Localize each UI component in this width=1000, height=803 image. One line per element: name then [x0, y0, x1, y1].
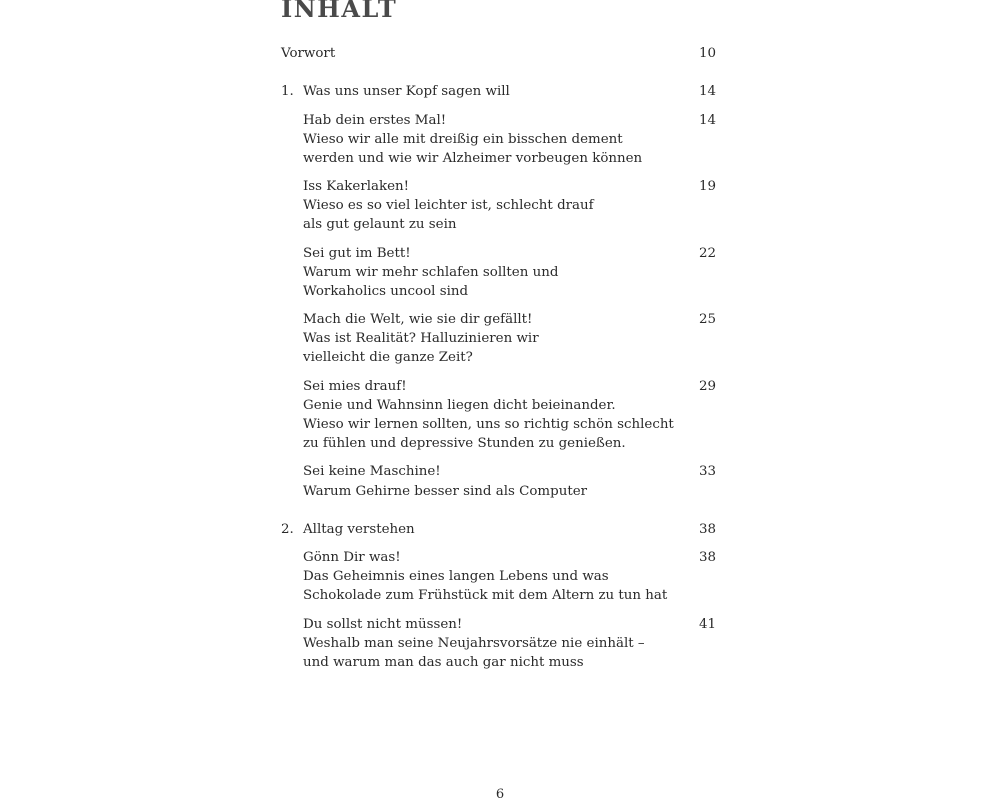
toc-section-page: 29: [698, 379, 716, 394]
toc-section-page: 14: [698, 113, 716, 128]
toc-preface-page: 10: [698, 46, 716, 61]
toc-chapter-number: 1.: [281, 84, 294, 99]
toc-section-subtitle-line: Schokolade zum Frühstück mit dem Altern zu tun hat: [303, 588, 668, 603]
toc-section-page: 25: [698, 312, 716, 327]
toc-section-title: Sei mies drauf!: [303, 379, 407, 394]
page-number: 6: [495, 787, 505, 802]
toc-chapter-page: 14: [698, 84, 716, 99]
toc-section-subtitle-line: Weshalb man seine Neujahrsvorsätze nie einhält –: [303, 636, 645, 651]
toc-section-title: Sei gut im Bett!: [303, 246, 411, 261]
toc-section-page: 33: [698, 464, 716, 479]
toc-section-page: 22: [698, 246, 716, 261]
toc-section-subtitle-line: Warum Gehirne besser sind als Computer: [303, 484, 588, 499]
toc-chapter-title: Alltag verstehen: [303, 522, 415, 537]
toc-section-subtitle-line: Warum wir mehr schlafen sollten und: [303, 265, 559, 280]
toc-heading: INHALT: [281, 0, 398, 23]
toc-section-page: 41: [698, 617, 716, 632]
toc-section-subtitle-line: Wieso wir lernen sollten, uns so richtig schön schlecht: [303, 417, 674, 432]
toc-section-page: 38: [698, 550, 716, 565]
toc-section-subtitle-line: Das Geheimnis eines langen Lebens und was: [303, 569, 609, 584]
toc-chapter-number: 2.: [281, 522, 294, 537]
toc-section-title: Iss Kakerlaken!: [303, 179, 410, 194]
toc-section-subtitle-line: Wieso wir alle mit dreißig ein bisschen dement: [303, 132, 623, 147]
toc-section-title: Hab dein erstes Mal!: [303, 113, 447, 128]
toc-section-title: Du sollst nicht müssen!: [303, 617, 463, 632]
toc-section-subtitle-line: Wieso es so viel leichter ist, schlecht drauf: [303, 198, 594, 213]
toc-section-page: 19: [698, 179, 716, 194]
toc-section-title: Mach die Welt, wie sie dir gefällt!: [303, 312, 533, 327]
toc-section-subtitle-line: als gut gelaunt zu sein: [303, 217, 457, 232]
toc-section-subtitle-line: Genie und Wahnsinn liegen dicht beieinander.: [303, 398, 616, 413]
toc-section-subtitle-line: und warum man das auch gar nicht muss: [303, 655, 584, 670]
toc-section-subtitle-line: zu fühlen und depressive Stunden zu genießen.: [303, 436, 626, 451]
toc-section-subtitle-line: Workaholics uncool sind: [303, 284, 469, 299]
toc-section-subtitle-line: werden und wie wir Alzheimer vorbeugen können: [303, 151, 643, 166]
toc-chapter-title: Was uns unser Kopf sagen will: [303, 84, 510, 99]
toc-preface-title: Vorwort: [281, 46, 336, 61]
toc-section-title: Gönn Dir was!: [303, 550, 401, 565]
toc-section-subtitle-line: vielleicht die ganze Zeit?: [303, 350, 473, 365]
toc-section-title: Sei keine Maschine!: [303, 464, 441, 479]
toc-section-subtitle-line: Was ist Realität? Halluzinieren wir: [303, 331, 539, 346]
toc-chapter-page: 38: [698, 522, 716, 537]
